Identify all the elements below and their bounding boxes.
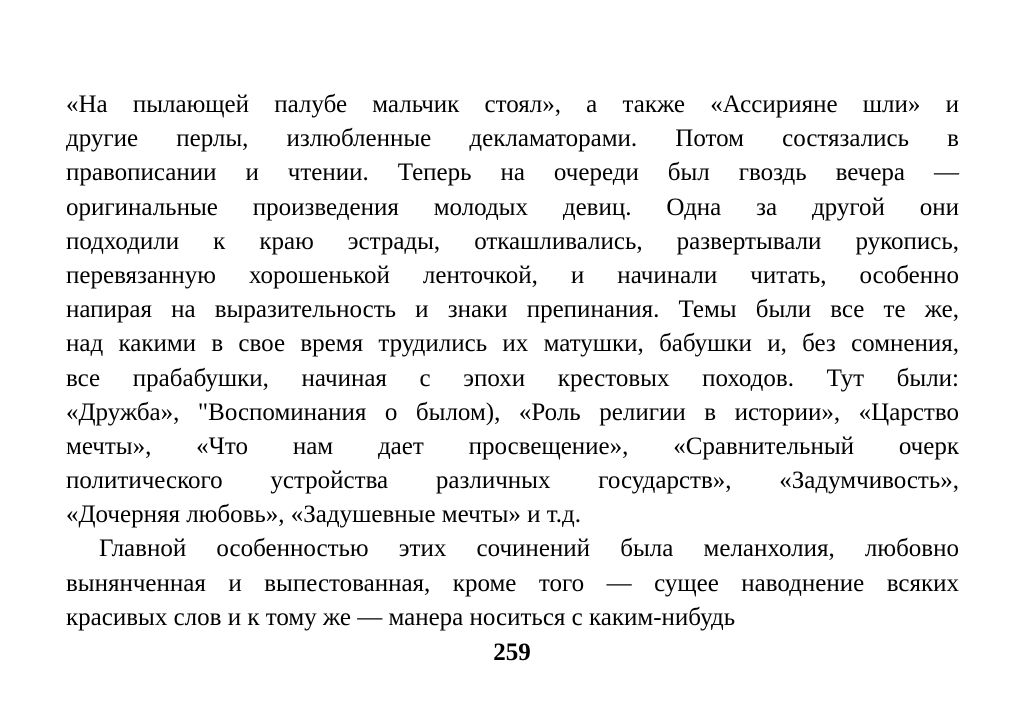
paragraph-2 [66, 532, 959, 635]
text-line: перевязанную хорошенькой ленточкой, и начинали читать, особенно [66, 261, 959, 289]
page-body [66, 88, 959, 635]
paragraph-1 [66, 88, 959, 532]
text-line: мечты», «Что нам дает просвещение», «Сравнительный очерк [66, 432, 959, 460]
text-line: «Дружба», "Воспоминания о былом), «Роль религии в истории», «Царство [66, 398, 959, 426]
text-line: правописании и чтении. Теперь на очереди был гвоздь вечера — [66, 159, 959, 187]
text-line: красивых слов и к тому же — манера носиться с каким-нибудь [66, 603, 736, 631]
text-line: напирая на выразительность и знаки препинания. Темы были все те же, [66, 296, 959, 324]
text-line: подходили к краю эстрады, откашливались, развертывали рукопись, [66, 227, 959, 255]
page-number: 259 [493, 639, 531, 666]
text-line: Главной особенностью этих сочинений была меланхолия, любовно [99, 535, 959, 563]
text-line: все прабабушки, начиная с эпохи крестовых походов. Тут были: [66, 364, 959, 392]
text-line: другие перлы, излюбленные декламаторами. Потом состязались в [66, 125, 959, 153]
text-line: над какими в свое время трудились их матушки, бабушки и, без сомнения, [66, 330, 959, 358]
text-line: «Дочерняя любовь», «Задушевные мечты» и т.д. [66, 501, 582, 529]
text-line: «На пылающей палубе мальчик стоял», а также «Ассирияне шли» и [66, 91, 959, 118]
text-line: политического устройства различных государств», «Задумчивость», [66, 467, 959, 495]
text-line: вынянченная и выпестованная, кроме того — сущее наводнение всяких [66, 569, 959, 597]
text-line: оригинальные произведения молодых девиц. Одна за другой они [66, 193, 959, 221]
